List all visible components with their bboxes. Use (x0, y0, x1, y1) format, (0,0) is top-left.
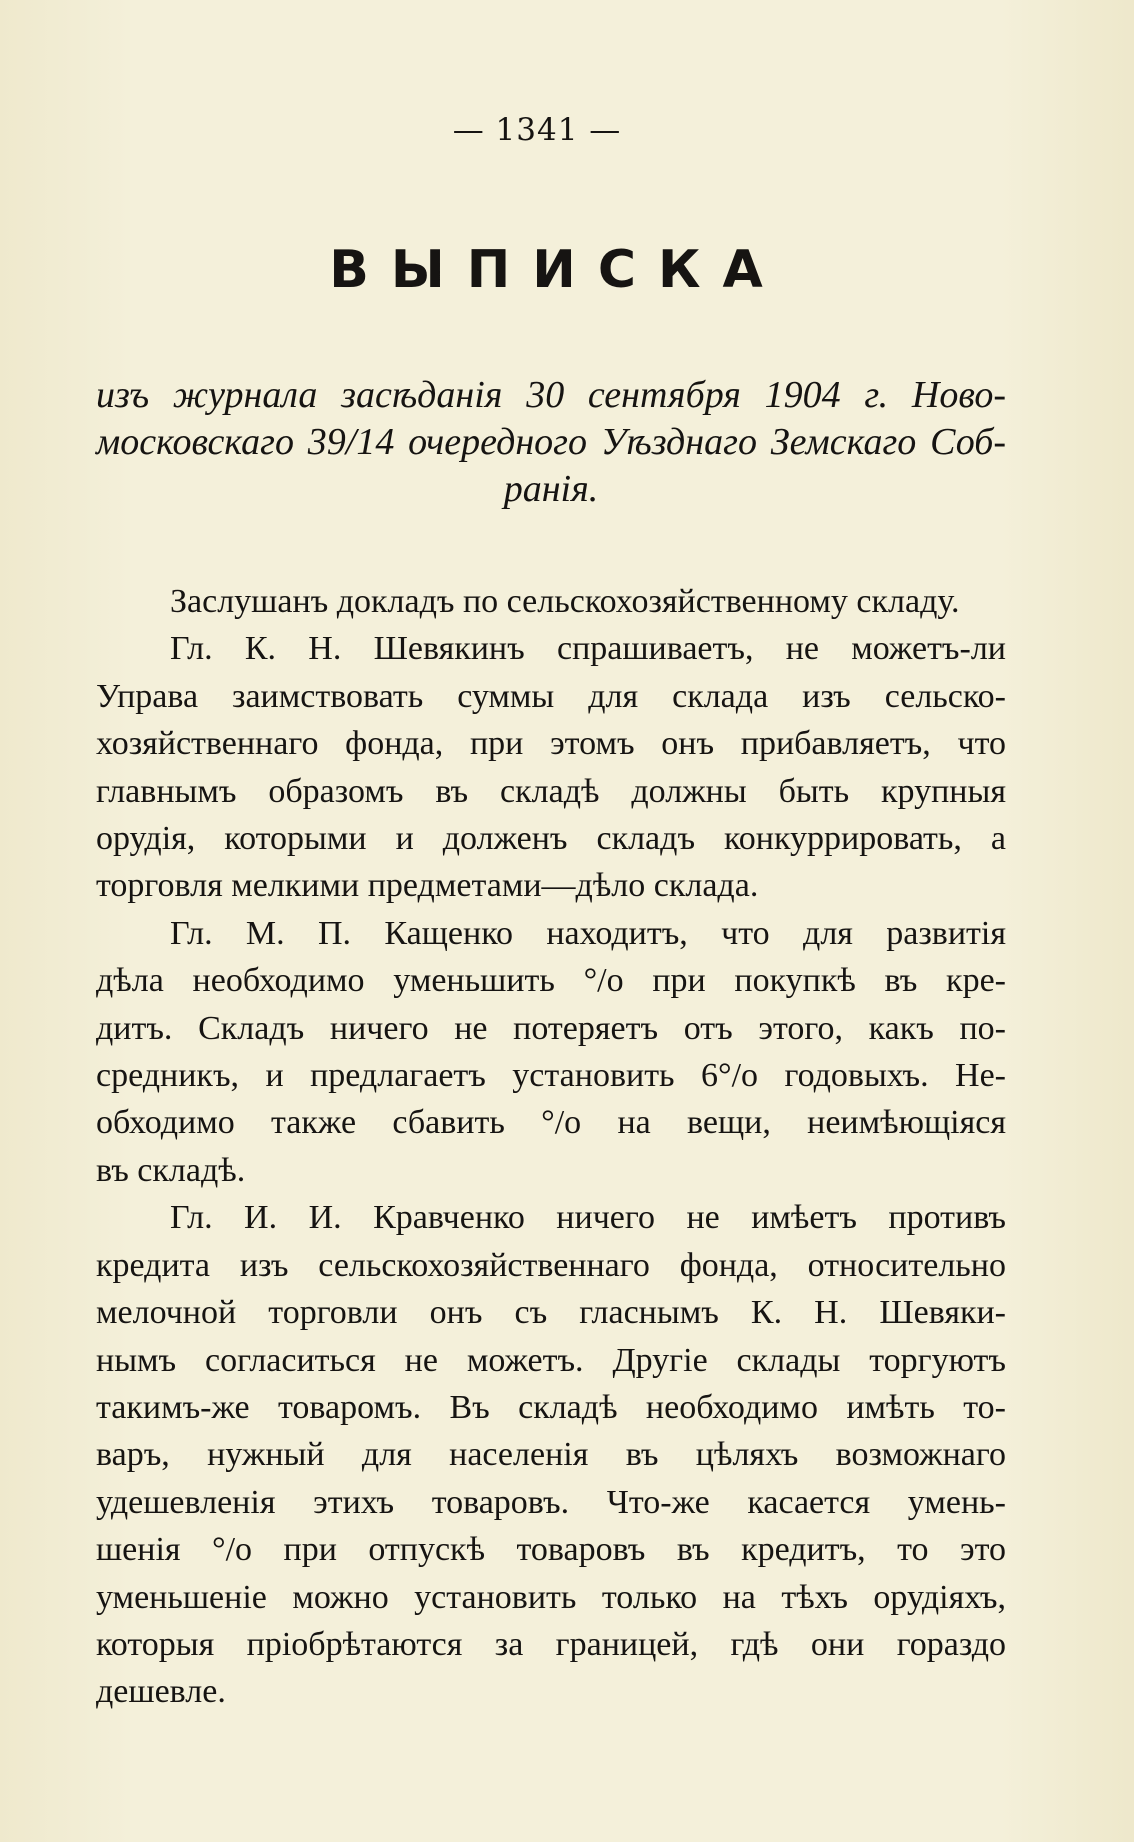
paragraph-line: Гл. М. П. Кащенко находитъ, что для развитія (170, 914, 1006, 952)
paragraph-line: хозяйственнаго фонда, при этомъ онъ прибавляетъ, что (96, 725, 1006, 763)
paragraph-line: главнымъ образомъ въ складѣ должны быть крупныя (96, 772, 1006, 810)
paragraph-line: обходимо также сбавить °/о на вещи, неимѣющіяся (96, 1104, 1006, 1142)
subtitle-line: изъ журнала засѣданія 30 сентября 1904 г. Ново- (96, 374, 1006, 416)
paragraph-line: средникъ, и предлагаетъ установить 6°/о годовыхъ. Не- (96, 1057, 1006, 1095)
paragraph-line: Управа заимствовать суммы для склада изъ сельско- (96, 677, 1006, 715)
paragraph-line: дѣла необходимо уменьшить °/о при покупкѣ въ кре- (96, 962, 1006, 1000)
paragraph-line: мелочной торговли онъ съ гласнымъ К. Н. Шевяки- (96, 1294, 1006, 1332)
paragraph-line: дитъ. Складъ ничего не потеряетъ отъ этого, какъ по- (96, 1009, 1006, 1047)
document-subtitle (96, 372, 1006, 513)
paragraph-line: торговля мелкими предметами—дѣло склада. (96, 867, 759, 905)
paragraph-line: Гл. К. Н. Шевякинъ спрашиваетъ, не можетъ-ли (170, 630, 1006, 668)
paragraph-line: шенія °/о при отпускѣ товаровъ въ кредитъ, то это (96, 1531, 1006, 1569)
paragraph-line: дешевле. (96, 1673, 226, 1711)
paragraph-line: варъ, нужный для населенія въ цѣляхъ возможнаго (96, 1436, 1006, 1474)
paragraph-line: кредита изъ сельскохозяйственнаго фонда, относительно (96, 1246, 1006, 1284)
body-text (96, 578, 1006, 1716)
subtitle-line: ранія. (503, 468, 599, 510)
paragraph-line: орудія, которыми и долженъ складъ конкуррировать, а (96, 820, 1006, 858)
document-heading: ВЫПИСКА (329, 240, 785, 300)
paragraph-line: Гл. И. И. Кравченко ничего не имѣетъ противъ (170, 1199, 1006, 1237)
paragraph-line: удешевленія этихъ товаровъ. Что-же касается умень- (96, 1483, 1006, 1521)
paragraph-line: уменьшеніе можно установить только на тѣхъ орудіяхъ, (96, 1578, 1006, 1616)
paragraph-line: нымъ согласиться не можетъ. Другіе склады торгуютъ (96, 1341, 1006, 1379)
paragraph-line: въ складѣ. (96, 1151, 246, 1189)
paragraph-line: Заслушанъ докладъ по сельскохозяйственному складу. (170, 583, 960, 620)
page-number: — 1341 — (452, 112, 622, 148)
paragraph-line: которыя пріобрѣтаются за границей, гдѣ они гораздо (96, 1625, 1006, 1663)
subtitle-line: московскаго 39/14 очередного Уѣзднаго Земскаго Соб- (96, 421, 1006, 463)
paragraph-line: такимъ-же товаромъ. Въ складѣ необходимо имѣть то- (96, 1388, 1006, 1426)
